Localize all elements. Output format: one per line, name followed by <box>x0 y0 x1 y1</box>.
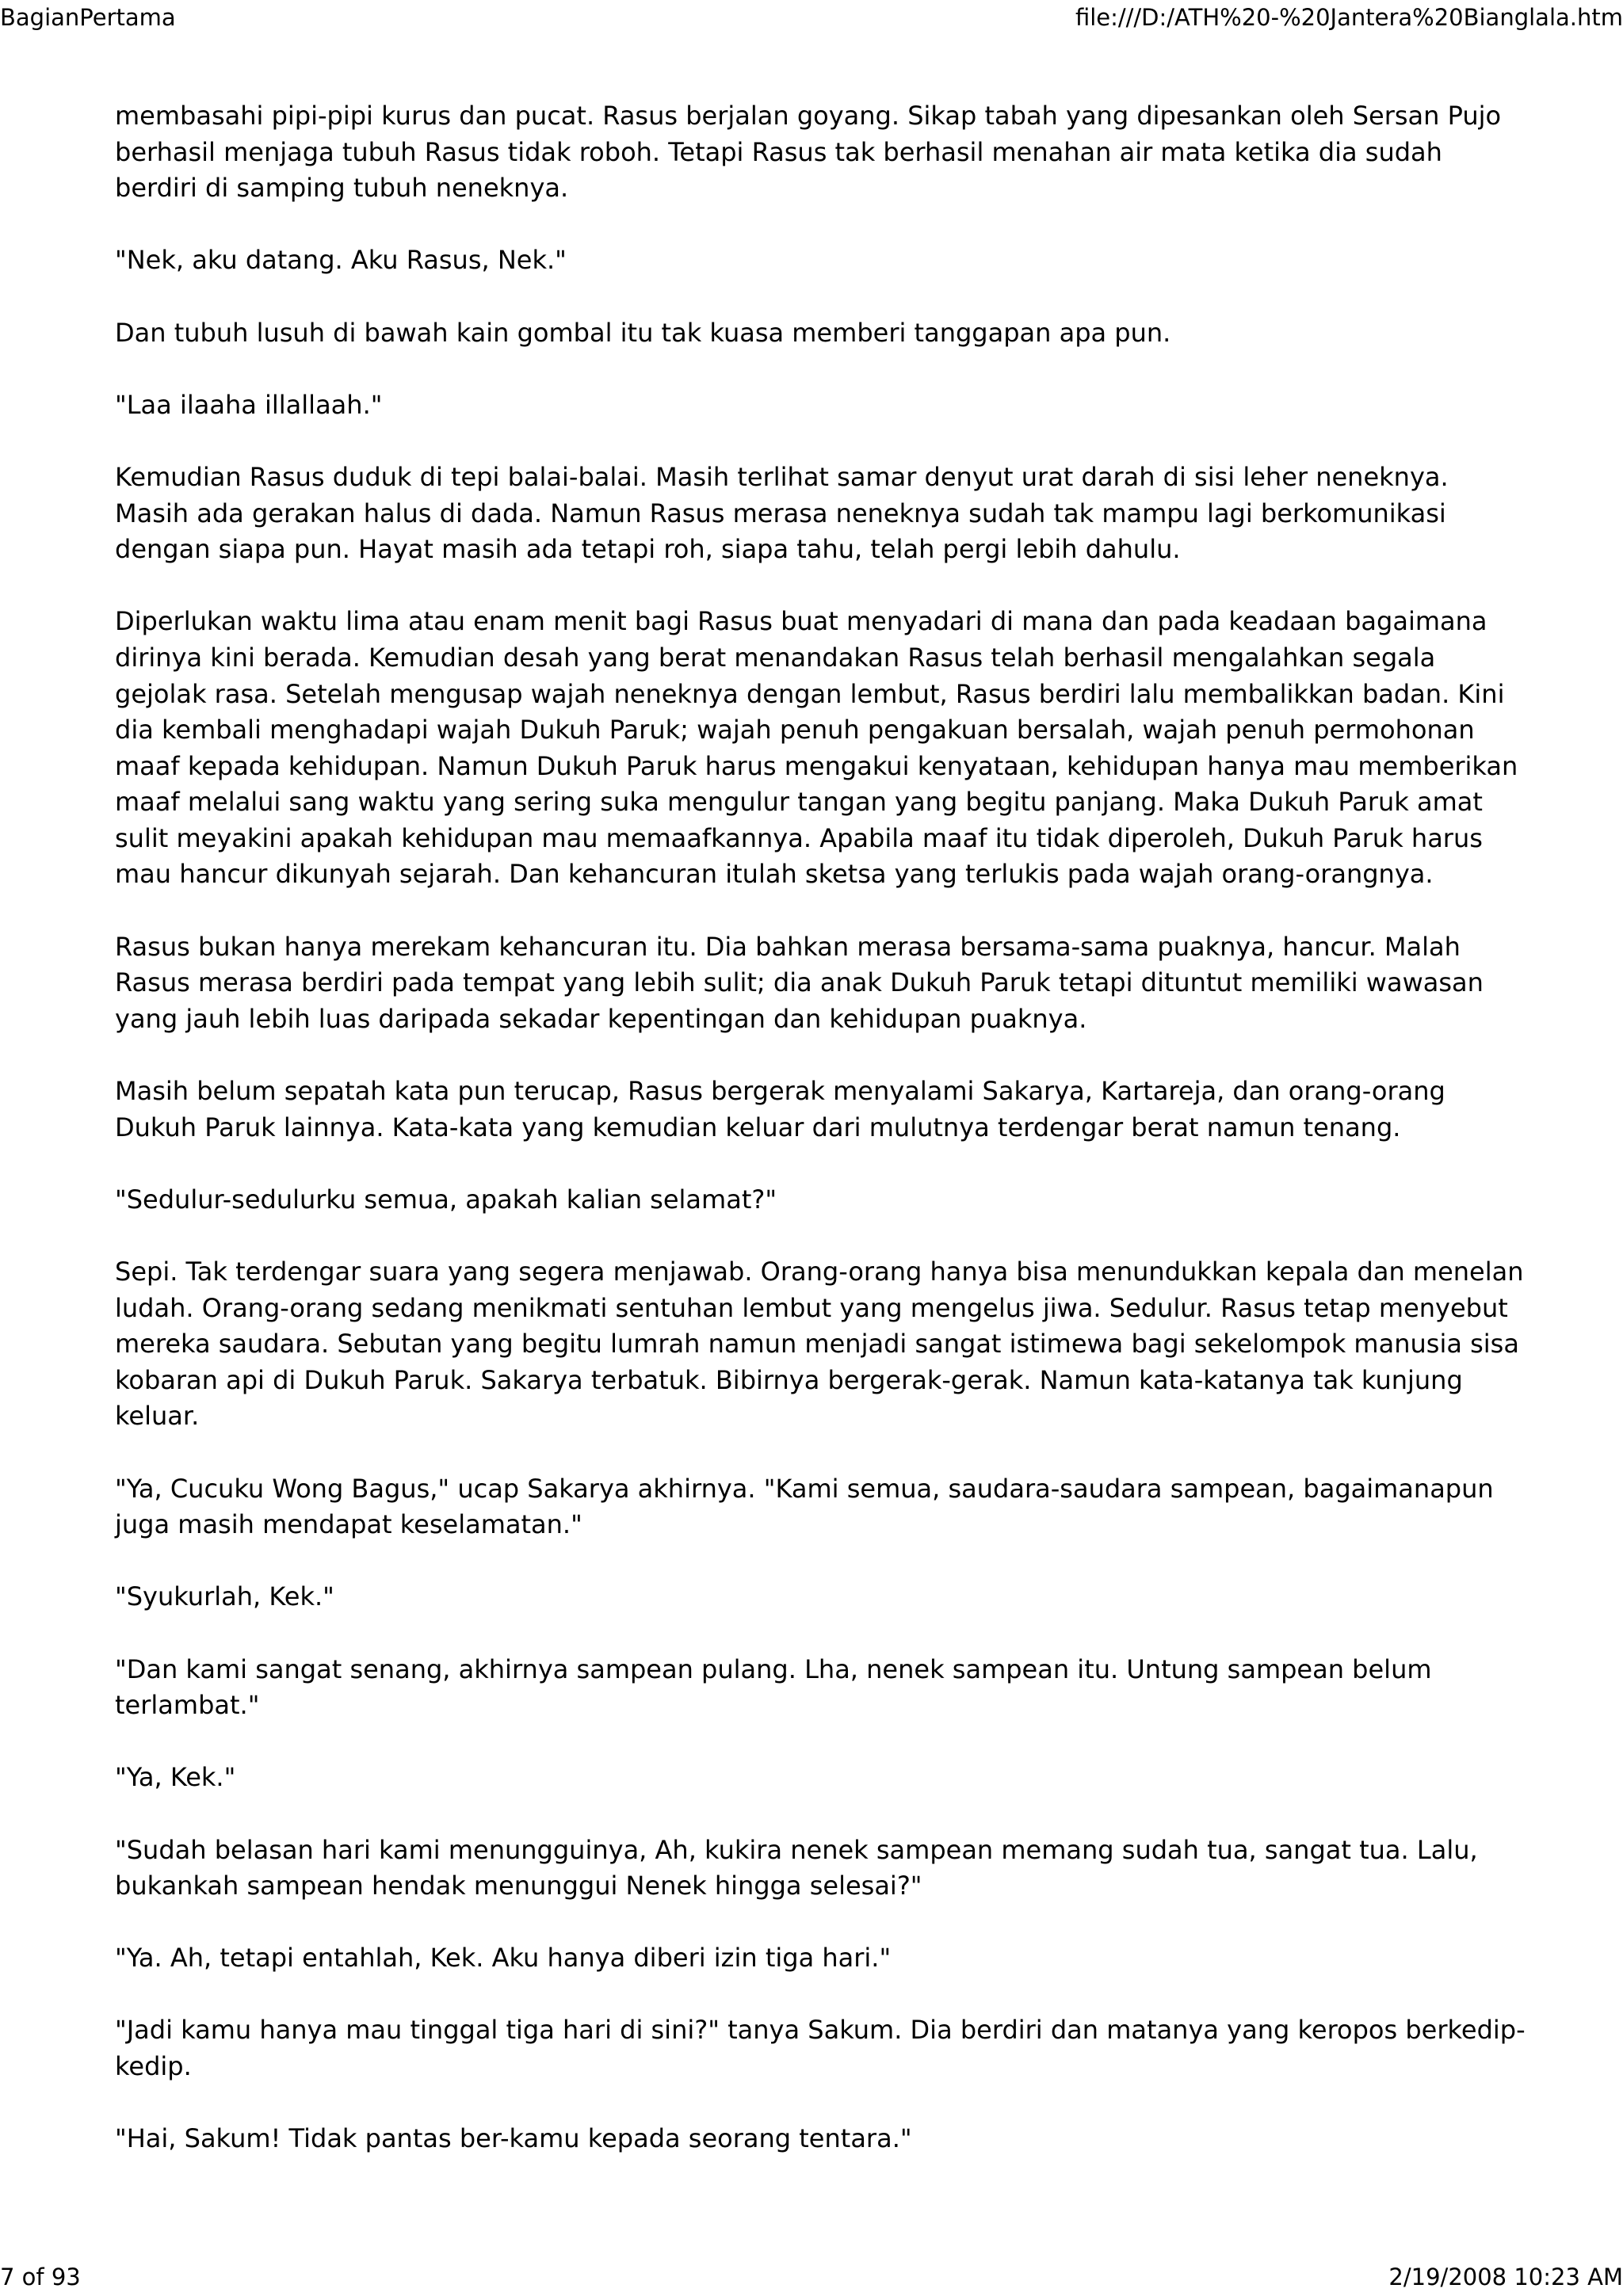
paragraph: Dan tubuh lusuh di bawah kain gombal itu tak kuasa memberi tanggapan apa pun. <box>115 317 1171 348</box>
page-number: 7 of 93 <box>0 2264 81 2290</box>
paragraph: "Syukurlah, Kek." <box>115 1581 334 1612</box>
paragraph: "Dan kami sangat senang, akhirnya sampean pulang. Lha, nenek sampean itu. Untung sampean belum terlambat." <box>115 1653 1432 1721</box>
paragraph: Kemudian Rasus duduk di tepi balai-balai. Masih terlihat samar denyut urat darah di sisi leher neneknya. Masih ada gerakan halus di dada. Namun Rasus merasa neneknya sudah tak mampu lagi berkomunikasi dengan siapa pun. Hayat masih ada tetapi roh, siapa tahu, telah pergi lebih dahulu. <box>115 461 1449 565</box>
paragraph: "Sudah belasan hari kami menungguinya, Ah, kukira nenek sampean memang sudah tua, sangat tua. Lalu, bukankah sampean hendak menunggui Nenek hingga selesai?" <box>115 1834 1478 1901</box>
paragraph: "Nek, aku datang. Aku Rasus, Nek." <box>115 245 567 276</box>
paragraph: Masih belum sepatah kata pun terucap, Rasus bergerak menyalami Sakarya, Kartareja, dan orang-orang Dukuh Paruk lainnya. Kata-kata yang kemudian keluar dari mulutnya terdengar berat namun tenang. <box>115 1076 1445 1142</box>
print-footer <box>0 2263 1623 2291</box>
paragraph: Diperlukan waktu lima atau enam menit bagi Rasus buat menyadari di mana dan pada keadaan bagaimana dirinya kini berada. Kemudian desah yang berat menandakan Rasus telah berhasil mengalahkan segala gejolak rasa. Setelah mengusap wajah neneknya dengan lembut, Rasus berdiri lalu membalikkan badan. Kini dia kembali menghadapi wajah Dukuh Paruk; wajah penuh pengakuan bersalah, wajah penuh permohonan maaf kepada kehidupan. Namun Dukuh Paruk harus mengakui kenyataan, kehidupan hanya mau memberikan maaf melalui sang waktu yang sering suka mengulur tangan yang begitu panjang. Maka Dukuh Paruk amat sulit meyakini apakah kehidupan mau memaafkannya. Apabila maaf itu tidak diperoleh, Dukuh Paruk harus mau hancur dikunyah sejarah. Dan kehancuran itulah sketsa yang terlukis pada wajah orang-orangnya. <box>115 606 1518 890</box>
page-url: file:///D:/ATH%20-%20Jantera%20Bianglala.htm <box>1075 4 1623 31</box>
print-header <box>0 3 1623 32</box>
paragraph: "Ya, Cucuku Wong Bagus," ucap Sakarya akhirnya. "Kami semua, saudara-saudara sampean, bagaimanapun juga masih mendapat keselamatan." <box>115 1473 1494 1540</box>
document-body <box>115 98 1526 2193</box>
paragraph: "Hai, Sakum! Tidak pantas ber-kamu kepada seorang tentara." <box>115 2123 912 2154</box>
paragraph: Rasus bukan hanya merekam kehancuran itu. Dia bahkan merasa bersama-sama puaknya, hancur. Malah Rasus merasa berdiri pada tempat yang lebih sulit; dia anak Dukuh Paruk tetapi dituntut memiliki wawasan yang jauh lebih luas daripada sekadar kepentingan dan kehidupan puaknya. <box>115 931 1484 1034</box>
page-title: BagianPertama <box>0 4 176 31</box>
paragraph: "Laa ilaaha illallaah." <box>115 389 383 420</box>
paragraph: "Ya. Ah, tetapi entahlah, Kek. Aku hanya diberi izin tiga hari." <box>115 1943 892 1974</box>
paragraph: Sepi. Tak terdengar suara yang segera menjawab. Orang-orang hanya bisa menundukkan kepala dan menelan ludah. Orang-orang sedang menikmati sentuhan lembut yang mengelus jiwa. Sedulur. Rasus tetap menyebut mereka saudara. Sebutan yang begitu lumrah namun menjadi sangat istimewa bagi sekelompok manusia sisa kobaran api di Dukuh Paruk. Sakarya terbatuk. Bibirnya bergerak-gerak. Namun kata-katanya tak kunjung keluar. <box>115 1257 1524 1432</box>
paragraph: membasahi pipi-pipi kurus dan pucat. Rasus berjalan goyang. Sikap tabah yang dipesankan oleh Sersan Pujo berhasil menjaga tubuh Rasus tidak roboh. Tetapi Rasus tak berhasil menahan air mata ketika dia sudah berdiri di samping tubuh neneknya. <box>115 101 1502 204</box>
print-datetime: 2/19/2008 10:23 AM <box>1388 2264 1623 2290</box>
paragraph: "Ya, Kek." <box>115 1762 236 1793</box>
paragraph: "Sedulur-sedulurku semua, apakah kalian selamat?" <box>115 1184 777 1215</box>
paragraph: "Jadi kamu hanya mau tinggal tiga hari di sini?" tanya Sakum. Dia berdiri dan matanya yang keropos berkedip-kedip. <box>115 2015 1526 2082</box>
